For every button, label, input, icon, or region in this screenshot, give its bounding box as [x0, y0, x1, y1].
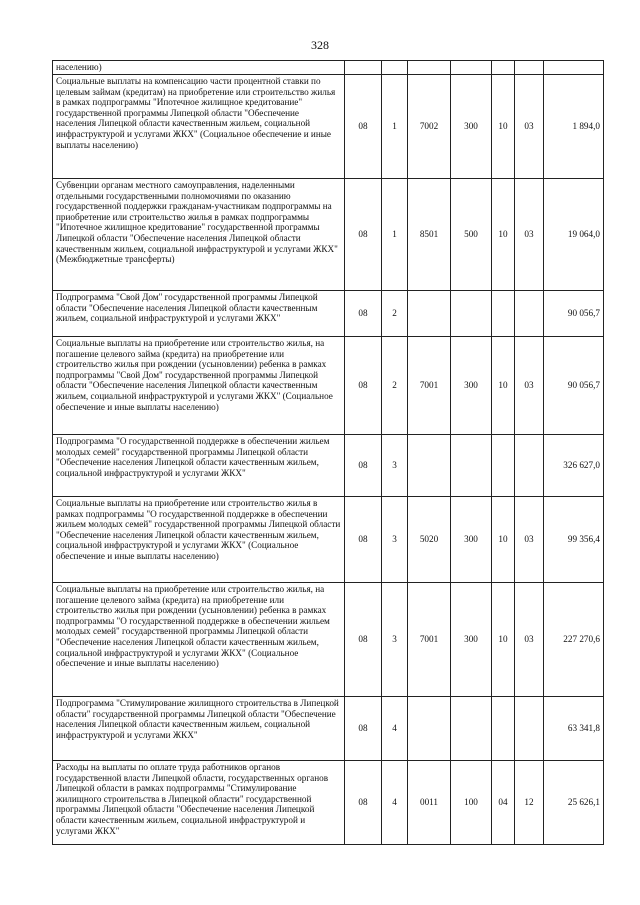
row-amount: 227 270,6 — [544, 583, 604, 697]
row-amount: 90 056,7 — [544, 291, 604, 337]
table-row — [53, 179, 604, 291]
expense-type-code: 300 — [451, 337, 492, 435]
program-code: 08 — [345, 337, 382, 435]
section-code: 10 — [492, 337, 515, 435]
section-code: 04 — [492, 761, 515, 845]
expense-type-code: 300 — [451, 583, 492, 697]
program-code: 08 — [345, 179, 382, 291]
subsection-code: 03 — [515, 337, 544, 435]
table-row — [53, 75, 604, 179]
subsection-code — [515, 697, 544, 761]
expense-type-code — [451, 61, 492, 75]
expense-type-code — [451, 697, 492, 761]
section-code: 10 — [492, 583, 515, 697]
row-description: Социальные выплаты на компенсацию части процентной ставки по целевым займам (кредитам) на приобретение или строительство жилья в рамках подпрограммы "Ипотечное жилищное кредитование" государственной программы Липецкой области "Обеспечение населения Липецкой области качественным жильем, социальной инфраструктурой и услугами ЖКХ" (Социальное обеспечение и иные выплаты населению) — [53, 75, 345, 179]
row-description: Социальные выплаты на приобретение или строительство жилья, на погашение целевого займа (кредита) на приобретение или строительство жилья при рождении (усыновлении) ребенка в рамках подпрограммы "О государственной поддержке в обеспечении жильем молодых семей" государственной программы Липецкой области "Обеспечение населения Липецкой области качественным жильем, социальной инфраструктурой и услугами ЖКХ" (Социальное обеспечение и иные выплаты населению) — [53, 583, 345, 697]
row-description: Подпрограмма "Стимулирование жилищного строительства в Липецкой области" государственной программы Липецкой области "Обеспечение населения Липецкой области качественным жильем, социальной инфраструктурой и услугами ЖКХ" — [53, 697, 345, 761]
table-row — [53, 583, 604, 697]
budget-table — [52, 60, 604, 845]
subsection-code — [515, 435, 544, 497]
program-code: 08 — [345, 697, 382, 761]
row-amount: 1 894,0 — [544, 75, 604, 179]
direction-code — [408, 697, 451, 761]
subprogram-code: 3 — [382, 583, 408, 697]
subprogram-code: 1 — [382, 179, 408, 291]
direction-code: 5020 — [408, 497, 451, 583]
subsection-code — [515, 61, 544, 75]
expense-type-code: 300 — [451, 497, 492, 583]
subsection-code: 03 — [515, 497, 544, 583]
section-code — [492, 61, 515, 75]
subprogram-code: 2 — [382, 337, 408, 435]
row-amount: 63 341,8 — [544, 697, 604, 761]
row-description: Подпрограмма "Свой Дом" государственной программы Липецкой области "Обеспечение населения Липецкой области качественным жильем, социальной инфраструктурой и услугами ЖКХ" — [53, 291, 345, 337]
row-amount: 19 064,0 — [544, 179, 604, 291]
subprogram-code: 1 — [382, 75, 408, 179]
row-amount: 326 627,0 — [544, 435, 604, 497]
section-code: 10 — [492, 75, 515, 179]
subprogram-code: 3 — [382, 497, 408, 583]
subsection-code: 03 — [515, 179, 544, 291]
direction-code: 7001 — [408, 337, 451, 435]
direction-code: 7001 — [408, 583, 451, 697]
direction-code: 7002 — [408, 75, 451, 179]
subprogram-code: 4 — [382, 761, 408, 845]
section-code — [492, 697, 515, 761]
row-amount — [544, 61, 604, 75]
program-code: 08 — [345, 583, 382, 697]
subsection-code: 03 — [515, 75, 544, 179]
expense-type-code — [451, 435, 492, 497]
table-row — [53, 497, 604, 583]
direction-code: 8501 — [408, 179, 451, 291]
expense-type-code: 300 — [451, 75, 492, 179]
table-row — [53, 291, 604, 337]
program-code: 08 — [345, 435, 382, 497]
row-description: Социальные выплаты на приобретение или строительство жилья в рамках подпрограммы "О государственной поддержке в обеспечении жильем молодых семей" государственной программы Липецкой области "Обеспечение населения Липецкой области качественным жильем, социальной инфраструктурой и услугами ЖКХ" (Социальное обеспечение и иные выплаты населению) — [53, 497, 345, 583]
program-code: 08 — [345, 291, 382, 337]
expense-type-code: 500 — [451, 179, 492, 291]
row-description: Подпрограмма "О государственной поддержке в обеспечении жильем молодых семей" государственной программы Липецкой области "Обеспечение населения Липецкой области качественным жильем, социальной инфраструктурой и услугами ЖКХ" — [53, 435, 345, 497]
table-row — [53, 761, 604, 845]
row-amount: 25 626,1 — [544, 761, 604, 845]
subprogram-code: 4 — [382, 697, 408, 761]
row-description: Расходы на выплаты по оплате труда работников органов государственной власти Липецкой области, государственных органов Липецкой области в рамках подпрограммы "Стимулирование жилищного строительства в Липецкой области" государственной программы Липецкой области "Обеспечение населения Липецкой области качественным жильем, социальной инфраструктурой и услугами ЖКХ" — [53, 761, 345, 845]
section-code: 10 — [492, 179, 515, 291]
program-code: 08 — [345, 761, 382, 845]
section-code — [492, 291, 515, 337]
program-code: 08 — [345, 75, 382, 179]
program-code: 08 — [345, 497, 382, 583]
direction-code — [408, 291, 451, 337]
program-code — [345, 61, 382, 75]
table-row — [53, 435, 604, 497]
subprogram-code — [382, 61, 408, 75]
row-description: Социальные выплаты на приобретение или строительство жилья, на погашение целевого займа (кредита) на приобретение или строительство жилья при рождении (усыновлении) ребенка в рамках подпрограммы "Свой Дом" государственной программы Липецкой области "Обеспечение населения Липецкой области качественным жильем, социальной инфраструктурой и услугами ЖКХ" (Социальное обеспечение и иные выплаты населению) — [53, 337, 345, 435]
page-number: 328 — [311, 38, 329, 52]
subprogram-code: 2 — [382, 291, 408, 337]
expense-type-code — [451, 291, 492, 337]
table-row — [53, 61, 604, 75]
row-description: Субвенции органам местного самоуправления, наделенными отдельными государственными полномочиями по оказанию государственной поддержки гражданам-участникам подпрограммы на приобретение или строительство жилья в рамках подпрограммы "Ипотечное жилищное кредитование" государственной программы Липецкой области "Обеспечение населения Липецкой области качественным жильем, социальной инфраструктурой и услугами ЖКХ" (Межбюджетные трансферты) — [53, 179, 345, 291]
subsection-code: 03 — [515, 583, 544, 697]
expense-type-code: 100 — [451, 761, 492, 845]
row-amount: 99 356,4 — [544, 497, 604, 583]
subsection-code — [515, 291, 544, 337]
direction-code — [408, 61, 451, 75]
table-row — [53, 697, 604, 761]
subsection-code: 12 — [515, 761, 544, 845]
subprogram-code: 3 — [382, 435, 408, 497]
table-row — [53, 337, 604, 435]
section-code: 10 — [492, 497, 515, 583]
direction-code: 0011 — [408, 761, 451, 845]
row-description: населению) — [53, 61, 345, 75]
direction-code — [408, 435, 451, 497]
section-code — [492, 435, 515, 497]
row-amount: 90 056,7 — [544, 337, 604, 435]
